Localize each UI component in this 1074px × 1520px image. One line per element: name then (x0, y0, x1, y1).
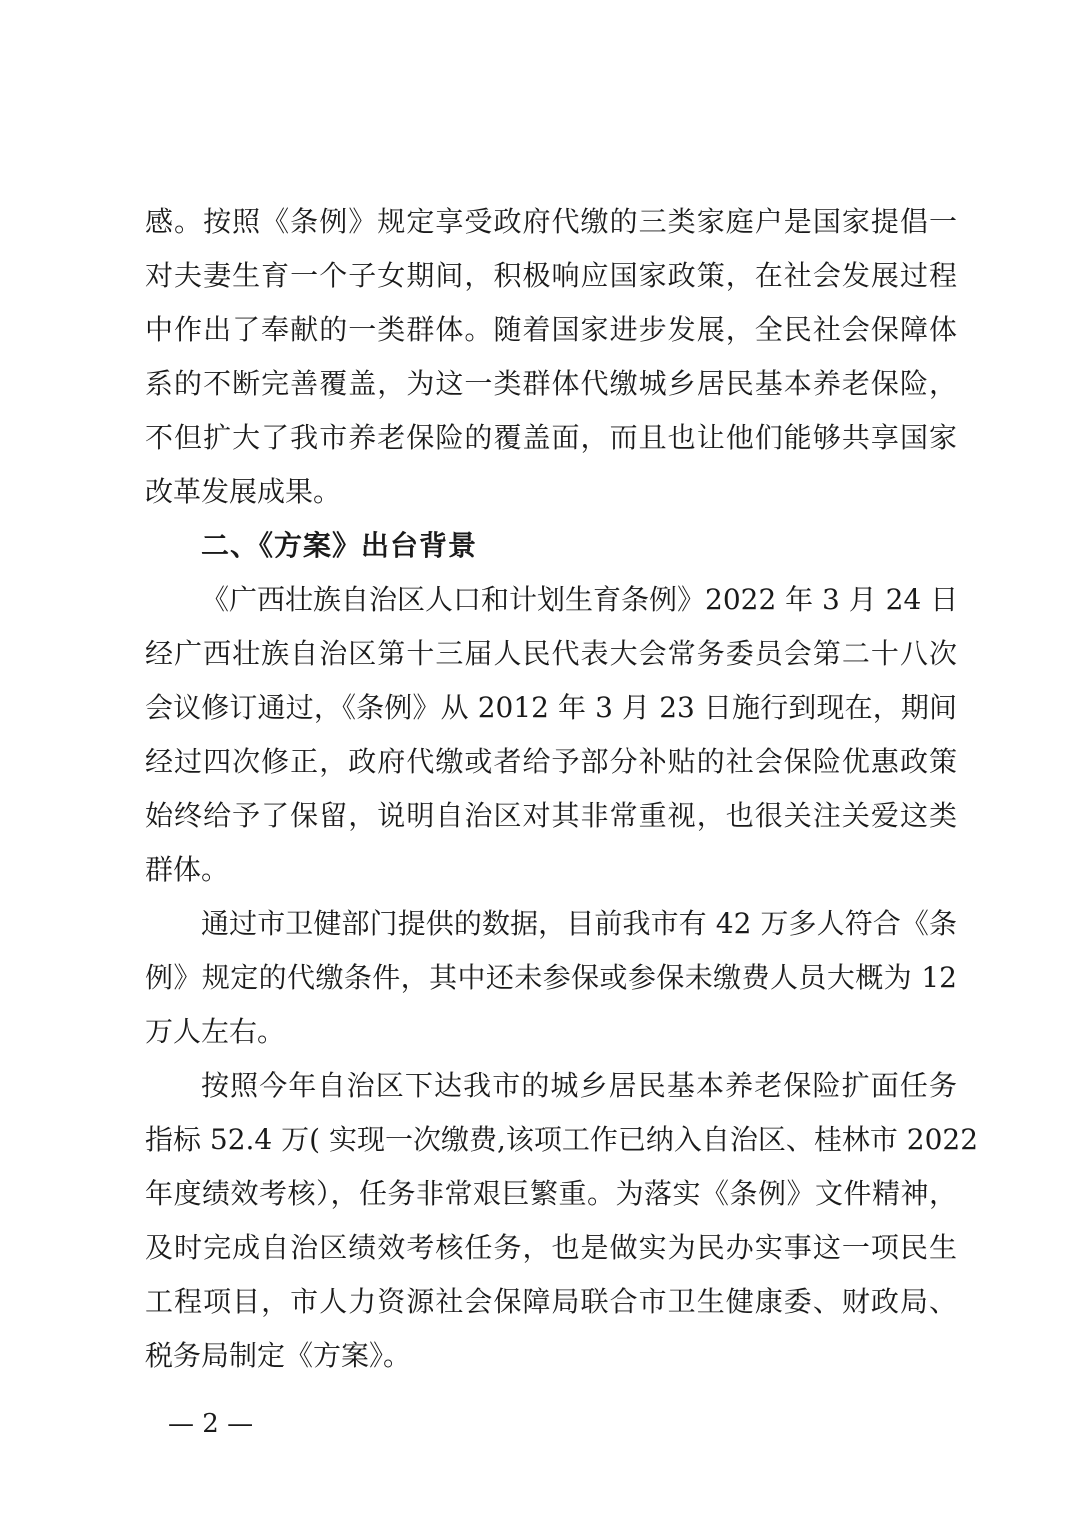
paragraph-2-line-3: 会议修订通过，《条例》从 2012 年 3 月 23 日施行到现在，期间 (145, 691, 957, 724)
paragraph-2-line-4: 经过四次修正，政府代缴或者给予部分补贴的社会保险优惠政策 (145, 745, 957, 778)
paragraph-4-line-5: 工程项目，市人力资源社会保障局联合市卫生健康委、财政局、 (145, 1285, 957, 1318)
paragraph-1-line-2: 对夫妻生育一个子女期间，积极响应国家政策，在社会发展过程 (145, 259, 957, 292)
paragraph-1-line-6: 改革发展成果。 (145, 475, 342, 508)
paragraph-2-line-5: 始终给予了保留，说明自治区对其非常重视，也很关注关爱这类 (145, 799, 957, 832)
paragraph-4-line-6: 税务局制定《方案》。 (145, 1339, 412, 1372)
paragraph-1-line-1: 感。按照《条例》规定享受政府代缴的三类家庭户是国家提倡一 (145, 205, 957, 238)
paragraph-2-line-6: 群体。 (145, 853, 230, 886)
paragraph-4-line-2: 指标 52.4 万( 实现一次缴费,该项工作已纳入自治区、桂林市 2022 (145, 1123, 979, 1156)
paragraph-3-line-1: 通过市卫健部门提供的数据，目前我市有 42 万多人符合《条 (201, 907, 957, 940)
paragraph-1-line-5: 不但扩大了我市养老保险的覆盖面，而且也让他们能够共享国家 (145, 421, 957, 454)
paragraph-3-line-3: 万人左右。 (145, 1015, 286, 1048)
section-heading-2: 二、《方案》出台背景 (201, 529, 478, 562)
paragraph-4-line-1: 按照今年自治区下达我市的城乡居民基本养老保险扩面任务 (201, 1069, 957, 1102)
paragraph-1-line-3: 中作出了奉献的一类群体。随着国家进步发展，全民社会保障体 (145, 313, 957, 346)
paragraph-2-line-1: 《广西壮族自治区人口和计划生育条例》2022 年 3 月 24 日 (201, 583, 959, 616)
paragraph-1-line-4: 系的不断完善覆盖，为这一类群体代缴城乡居民基本养老保险， (145, 367, 957, 400)
paragraph-4-line-3: 年度绩效考核），任务非常艰巨繁重。为落实《条例》文件精神， (145, 1177, 957, 1210)
paragraph-4-line-4: 及时完成自治区绩效考核任务，也是做实为民办实事这一项民生 (145, 1231, 957, 1264)
paragraph-2-line-2: 经广西壮族自治区第十三届人民代表大会常务委员会第二十八次 (145, 637, 957, 670)
paragraph-3-line-2: 例》规定的代缴条件，其中还未参保或参保未缴费人员大概为 12 (145, 961, 957, 994)
page-number: — 2 — (168, 1409, 254, 1439)
